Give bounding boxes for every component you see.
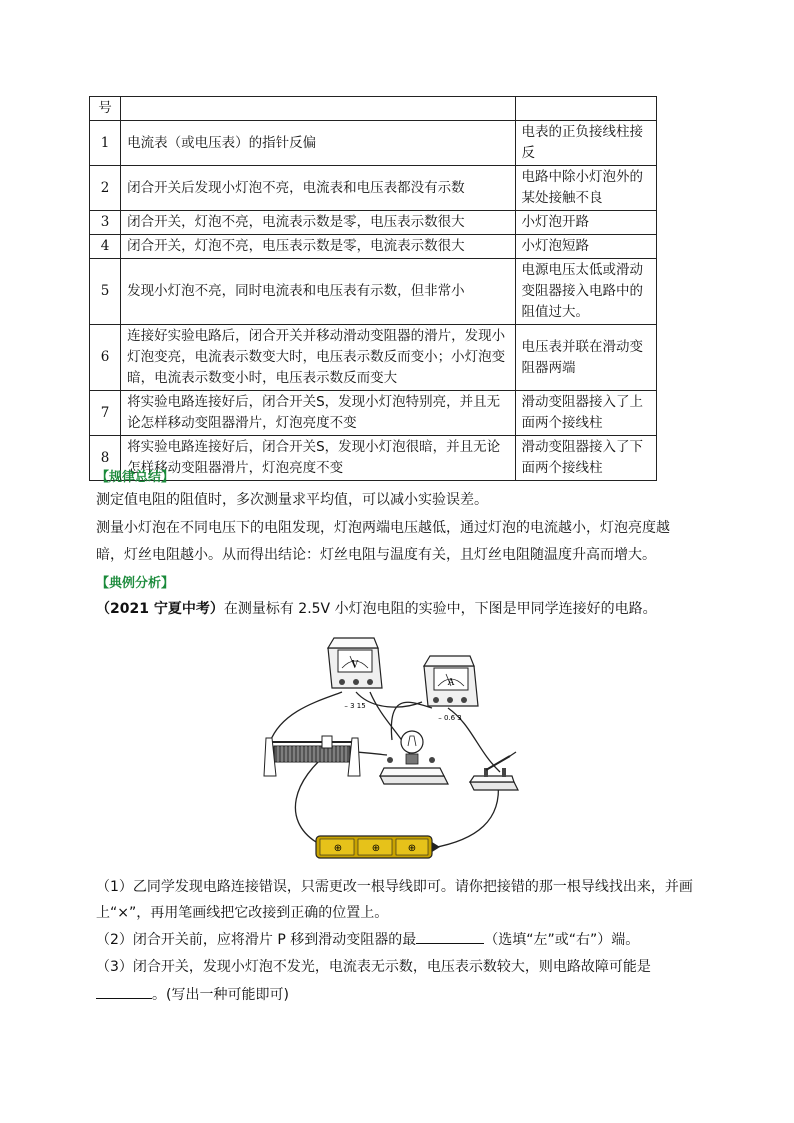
table-row (90, 259, 657, 325)
battery (316, 836, 440, 858)
example-source: （2021 宁夏中考） (96, 601, 224, 617)
svg-text:⊕: ⊕ (333, 843, 343, 854)
table-row (90, 235, 657, 259)
table-row (90, 166, 657, 211)
wire-rheostat-to-battery (295, 750, 332, 842)
row-desc: 闭合开关后发现小灯泡不亮，电流表和电压表都没有示数 (121, 166, 515, 211)
row-desc: 闭合开关，灯泡不亮，电流表示数是零，电压表示数很大 (121, 211, 515, 235)
row-cause: 滑动变阻器接入了上面两个接线柱 (515, 391, 657, 436)
circuit-diagram (262, 630, 522, 870)
row-num: 3 (90, 211, 121, 235)
question-1: （1）乙同学发现电路连接错误，只需更改一根导线即可。请你把接错的那一根导线找出来，并画上“×”，再用笔画线把它改接到正确的位置上。 (96, 879, 693, 921)
row-num: 8 (90, 436, 121, 481)
table-row (90, 391, 657, 436)
question-2-suffix: （选填“左”或“右”）端。 (484, 932, 640, 948)
table-header-desc (121, 97, 515, 121)
wire-voltmeter-to-ammeter (356, 692, 422, 707)
row-cause: 小灯泡开路 (515, 211, 657, 235)
summary-paragraph-1: 测定值电阻的阻值时，多次测量求平均值，可以减小实验误差。 (96, 492, 488, 508)
answer-blank-3[interactable] (96, 984, 152, 999)
example-intro: 在测量标有 2.5V 小灯泡电阻的实验中，下图是甲同学连接好的电路。 (223, 601, 657, 617)
row-num: 2 (90, 166, 121, 211)
table-header-num: 号 (90, 97, 121, 121)
rheostat (264, 736, 360, 776)
ammeter-terminal-labels: – 0.6 3 (438, 714, 462, 722)
summary-heading: 【规律总结】 (96, 470, 175, 485)
table-header-cause (515, 97, 657, 121)
table-row (90, 211, 657, 235)
example-heading: 【典例分析】 (96, 576, 175, 591)
row-desc: 将实验电路连接好后，闭合开关S，发现小灯泡特别亮，并且无论怎样移动变阻器滑片，灯泡亮度不变 (121, 391, 515, 436)
ammeter (424, 656, 478, 722)
summary-paragraph-2: 测量小灯泡在不同电压下的电阻发现，灯泡两端电压越低，通过灯泡的电流越小，灯泡亮度越暗，灯丝电阻越小。从而得出结论：灯丝电阻与温度有关，且灯丝电阻随温度升高而增大。 (96, 520, 670, 563)
row-num: 1 (90, 121, 121, 166)
question-3: （3）闭合开关，发现小灯泡不发光，电流表无示数，电压表示数较大，则电路故障可能是 (96, 959, 651, 975)
row-desc: 发现小灯泡不亮，同时电流表和电压表有示数，但非常小 (121, 259, 515, 325)
voltmeter-symbol: V (351, 660, 359, 670)
question-2-text: （2）闭合开关前，应将滑片 P 移到滑动变阻器的最 (96, 932, 417, 948)
row-cause: 滑动变阻器接入了下面两个接线柱 (515, 436, 657, 481)
answer-blank-2[interactable] (416, 929, 484, 944)
svg-text:⊕: ⊕ (407, 843, 417, 854)
row-num: 6 (90, 325, 121, 391)
switch (470, 752, 518, 790)
row-desc: 闭合开关，灯泡不亮，电压表示数是零，电流表示数很大 (121, 235, 515, 259)
table-row (90, 325, 657, 391)
row-cause: 电路中除小灯泡外的某处接触不良 (515, 166, 657, 211)
row-desc: 电流表（或电压表）的指针反偏 (121, 121, 515, 166)
question-2 (96, 928, 639, 952)
table-row (90, 436, 657, 481)
voltmeter-terminal-labels: – 3 15 (344, 702, 366, 710)
row-num: 4 (90, 235, 121, 259)
svg-text:⊕: ⊕ (371, 843, 381, 854)
table-row (90, 121, 657, 166)
row-cause: 电源电压太低或滑动变阻器接入电路中的阻值过大。 (515, 259, 657, 325)
fault-table (89, 96, 657, 481)
question-3-suffix: 。(写出一种可能即可) (152, 987, 289, 1003)
wire-voltmeter-to-rheostat (270, 692, 342, 742)
wire-battery-to-switch (432, 782, 498, 848)
row-cause: 电表的正负接线柱接反 (515, 121, 657, 166)
row-num: 5 (90, 259, 121, 325)
row-desc: 连接好实验电路后，闭合开关并移动滑动变阻器的滑片，发现小灯泡变亮，电流表示数变大时，电压表示数反而变小；小灯泡变暗，电流表示数变小时，电压表示数反而变大 (121, 325, 515, 391)
row-desc: 将实验电路连接好后，闭合开关S，发现小灯泡很暗，并且无论怎样移动变阻器滑片，灯泡亮度不变 (121, 436, 515, 481)
table-header-row (90, 97, 657, 121)
example-intro-line (96, 596, 696, 623)
question-3-answer-line (96, 983, 289, 1007)
lamp (380, 731, 448, 784)
row-cause: 小灯泡短路 (515, 235, 657, 259)
row-cause: 电压表并联在滑动变阻器两端 (515, 325, 657, 391)
row-num: 7 (90, 391, 121, 436)
ammeter-symbol: A (447, 678, 455, 688)
